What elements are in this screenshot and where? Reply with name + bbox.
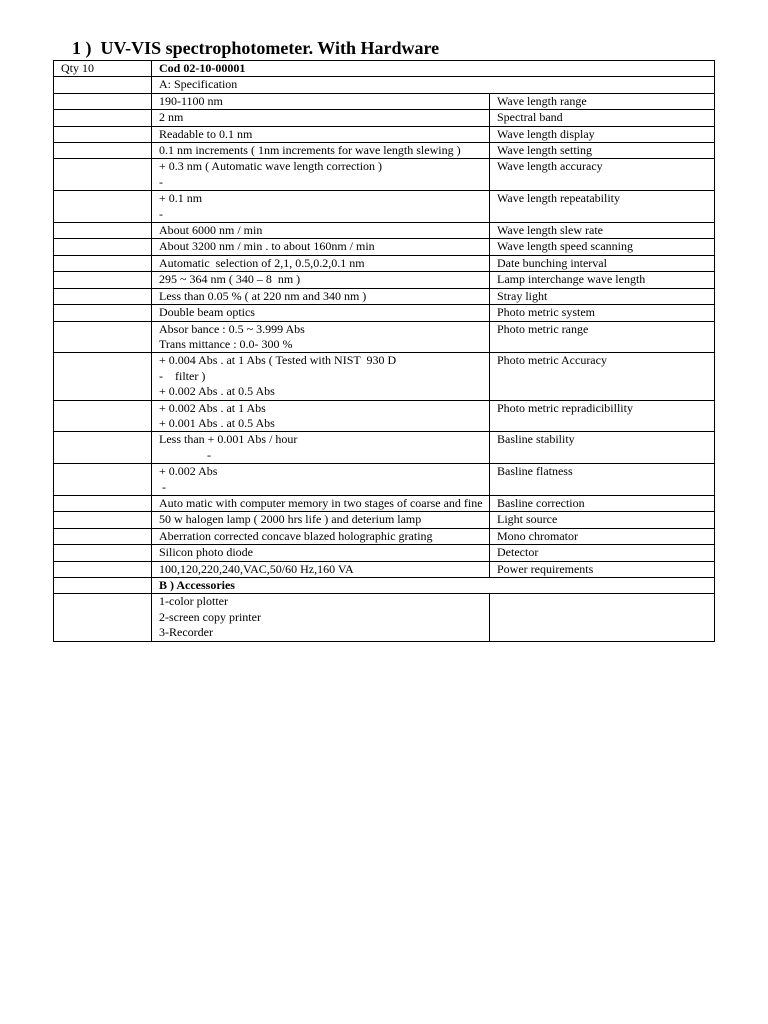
spec-empty-cell — [54, 110, 152, 126]
spec-value-line: 295 ~ 364 nm ( 340 – 8 nm ) — [159, 272, 301, 287]
empty-cell — [54, 594, 152, 641]
spec-label: Wave length display — [490, 126, 715, 142]
section-a-row — [54, 77, 715, 93]
accessory-item: 3-Recorder — [159, 625, 213, 640]
spec-empty-cell — [54, 495, 152, 511]
spec-value — [152, 159, 490, 191]
spec-value — [152, 272, 490, 288]
spec-label: Wave length accuracy — [490, 159, 715, 191]
spec-value — [152, 126, 490, 142]
spec-empty-cell — [54, 400, 152, 432]
spec-value-line: 0.1 nm increments ( 1nm increments for wave length slewing ) — [159, 143, 461, 158]
section-b-heading: B ) Accessories — [152, 578, 715, 594]
spec-value — [152, 143, 490, 159]
spec-value-line: Aberration corrected concave blazed holographic grating — [159, 528, 433, 543]
spec-row — [54, 432, 715, 464]
spec-value-line: + 0.002 Abs . at 1 Abs — [159, 400, 266, 415]
spec-value-line: Double beam optics — [159, 305, 255, 320]
spec-row — [54, 223, 715, 239]
spec-value-line: + 0.002 Abs — [159, 464, 218, 479]
accessory-item: 2-screen copy printer — [159, 609, 261, 624]
spec-row — [54, 561, 715, 577]
spec-row — [54, 110, 715, 126]
spec-empty-cell — [54, 545, 152, 561]
spec-value-line: - filter ) — [159, 368, 206, 383]
empty-cell — [54, 77, 152, 93]
spec-value-line: Trans mittance : 0.0- 300 % — [159, 336, 293, 351]
spec-empty-cell — [54, 561, 152, 577]
spec-value — [152, 545, 490, 561]
spec-empty-cell — [54, 432, 152, 464]
spec-value-line: + 0.1 nm — [159, 191, 203, 206]
spec-row — [54, 255, 715, 271]
spec-empty-cell — [54, 239, 152, 255]
spec-value-line: 190-1100 nm — [159, 93, 223, 108]
spec-value-line: - — [159, 206, 163, 221]
spec-empty-cell — [54, 143, 152, 159]
spec-label: Basline flatness — [490, 464, 715, 496]
spec-value-line: Automatic selection of 2,1, 0.5,0.2,0.1 nm — [159, 255, 365, 270]
spec-value-line: - — [159, 479, 166, 494]
spec-value-line: + 0.3 nm ( Automatic wave length correction ) — [159, 159, 383, 174]
spec-label: Detector — [490, 545, 715, 561]
spec-value-line: + 0.002 Abs . at 0.5 Abs — [159, 384, 275, 399]
spec-value-line: Less than + 0.001 Abs / hour — [159, 432, 298, 447]
spec-empty-cell — [54, 353, 152, 400]
spec-label: Stray light — [490, 288, 715, 304]
spec-value — [152, 191, 490, 223]
spec-label: Wave length speed scanning — [490, 239, 715, 255]
spec-row — [54, 512, 715, 528]
spec-value-line: About 6000 nm / min — [159, 223, 263, 238]
spec-row — [54, 353, 715, 400]
spec-empty-cell — [54, 255, 152, 271]
spec-label: Spectral band — [490, 110, 715, 126]
spec-value-line: 2 nm — [159, 110, 184, 125]
spec-empty-cell — [54, 159, 152, 191]
spec-row — [54, 126, 715, 142]
spec-value — [152, 239, 490, 255]
spec-value-line: - — [159, 174, 163, 189]
qty-cell: Qty 10 — [54, 61, 152, 77]
spec-value — [152, 321, 490, 353]
empty-cell — [54, 578, 152, 594]
spec-row — [54, 464, 715, 496]
spec-empty-cell — [54, 464, 152, 496]
spec-table — [53, 60, 715, 642]
spec-row — [54, 305, 715, 321]
spec-value — [152, 432, 490, 464]
spec-row — [54, 528, 715, 544]
spec-value — [152, 353, 490, 400]
spec-row — [54, 495, 715, 511]
spec-label: Lamp interchange wave length — [490, 272, 715, 288]
spec-value — [152, 464, 490, 496]
spec-row — [54, 288, 715, 304]
spec-value — [152, 561, 490, 577]
spec-row — [54, 272, 715, 288]
spec-value — [152, 495, 490, 511]
spec-empty-cell — [54, 126, 152, 142]
empty-cell — [490, 594, 715, 641]
spec-empty-cell — [54, 321, 152, 353]
spec-value — [152, 528, 490, 544]
spec-value — [152, 223, 490, 239]
spec-label: Wave length range — [490, 93, 715, 109]
spec-value-line: Readable to 0.1 nm — [159, 126, 253, 141]
spec-label: Basline correction — [490, 495, 715, 511]
spec-value-line: 100,120,220,240,VAC,50/60 Hz,160 VA — [159, 561, 354, 576]
accessories-row — [54, 594, 715, 641]
spec-label: Wave length setting — [490, 143, 715, 159]
spec-empty-cell — [54, 288, 152, 304]
spec-value-line: - — [159, 447, 211, 462]
spec-empty-cell — [54, 305, 152, 321]
document-title: 1 ) UV-VIS spectrophotometer. With Hardware — [72, 38, 440, 58]
spec-row — [54, 545, 715, 561]
accessories-list — [152, 594, 490, 641]
spec-value-line: Silicon photo diode — [159, 545, 253, 560]
spec-empty-cell — [54, 93, 152, 109]
spec-label: Photo metric range — [490, 321, 715, 353]
spec-empty-cell — [54, 272, 152, 288]
spec-label: Light source — [490, 512, 715, 528]
spec-value — [152, 93, 490, 109]
spec-row — [54, 321, 715, 353]
code-cell: Cod 02-10-00001 — [152, 61, 715, 77]
spec-value-line: + 0.004 Abs . at 1 Abs ( Tested with NIST 930 D — [159, 353, 397, 368]
spec-row — [54, 143, 715, 159]
spec-empty-cell — [54, 512, 152, 528]
spec-label: Wave length repeatability — [490, 191, 715, 223]
spec-row — [54, 400, 715, 432]
spec-value — [152, 255, 490, 271]
spec-label: Wave length slew rate — [490, 223, 715, 239]
spec-value — [152, 305, 490, 321]
spec-value-line: Less than 0.05 % ( at 220 nm and 340 nm ) — [159, 288, 367, 303]
spec-row — [54, 159, 715, 191]
spec-value-line: 50 w halogen lamp ( 2000 hrs life ) and deterium lamp — [159, 512, 422, 527]
spec-value-line: Absor bance : 0.5 ~ 3.999 Abs — [159, 321, 305, 336]
spec-empty-cell — [54, 528, 152, 544]
section-b-row — [54, 578, 715, 594]
spec-row — [54, 93, 715, 109]
spec-value-line: + 0.001 Abs . at 0.5 Abs — [159, 415, 275, 430]
spec-label: Date bunching interval — [490, 255, 715, 271]
spec-value-line: About 3200 nm / min . to about 160nm / min — [159, 239, 375, 254]
spec-row — [54, 191, 715, 223]
spec-value-line: Auto matic with computer memory in two stages of coarse and fine — [159, 495, 483, 510]
spec-label: Photo metric repradicibillity — [490, 400, 715, 432]
accessory-item: 1-color plotter — [159, 594, 228, 609]
spec-row — [54, 239, 715, 255]
spec-label: Photo metric Accuracy — [490, 353, 715, 400]
spec-empty-cell — [54, 191, 152, 223]
spec-label: Mono chromator — [490, 528, 715, 544]
spec-value — [152, 400, 490, 432]
spec-label: Power requirements — [490, 561, 715, 577]
spec-value — [152, 288, 490, 304]
spec-value — [152, 512, 490, 528]
spec-empty-cell — [54, 223, 152, 239]
header-row — [54, 61, 715, 77]
spec-label: Photo metric system — [490, 305, 715, 321]
spec-value — [152, 110, 490, 126]
spec-label: Basline stability — [490, 432, 715, 464]
section-a-heading: A: Specification — [152, 77, 715, 93]
